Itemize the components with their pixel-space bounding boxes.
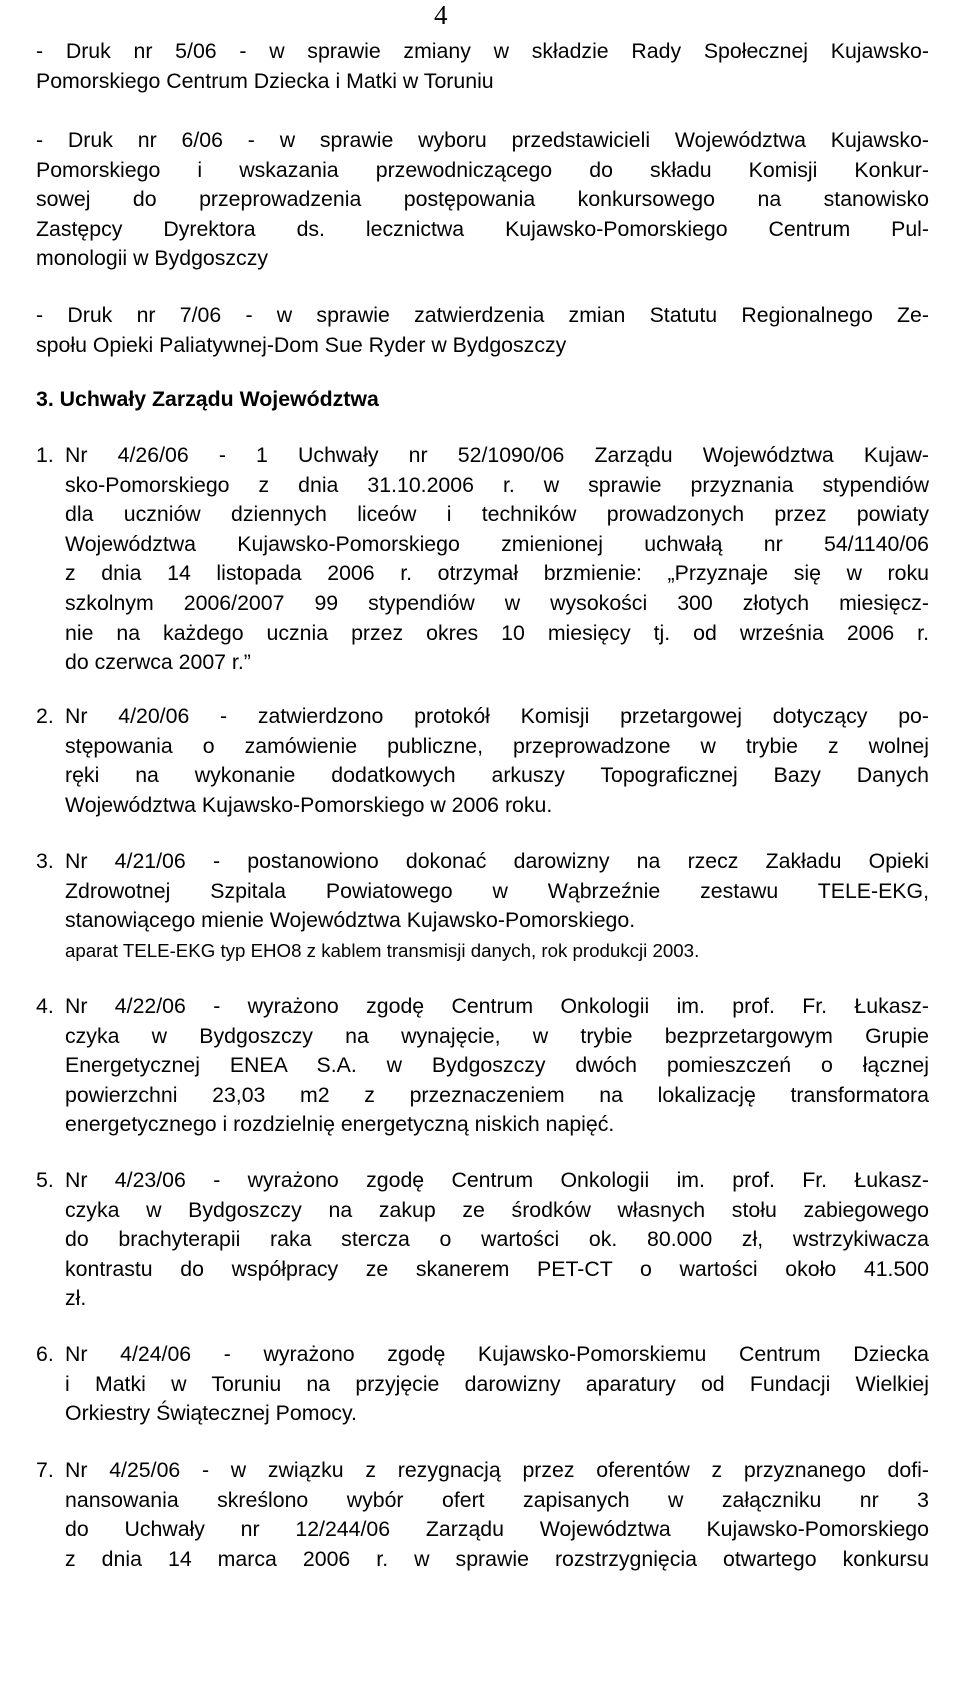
- text-line: - Druk nr 6/06 - w sprawie wyboru przedstawicieli Województwa Kujawsko-: [36, 128, 929, 152]
- text-line: monologii w Bydgoszczy: [36, 246, 268, 271]
- page-number: 4: [434, 0, 448, 30]
- text-line: Nr 4/20/06 - zatwierdzono protokół Komisji przetargowej dotyczący po-: [65, 704, 929, 728]
- text-line: Nr 4/23/06 - wyrażono zgodę Centrum Onkologii im. prof. Fr. Łukasz-: [65, 1168, 929, 1192]
- text-line: czyka w Bydgoszczy na wynajęcie, w trybie bezprzetargowym Grupie: [65, 1023, 929, 1048]
- item-number: 1.: [36, 443, 54, 467]
- item-number: 3.: [36, 849, 54, 873]
- text-line: Energetycznej ENEA S.A. w Bydgoszczy dwóch pomieszczeń o łącznej: [65, 1053, 929, 1078]
- resolution-item-7: [36, 1456, 929, 1574]
- text-line: powierzchni 23,03 m2 z przeznaczeniem na lokalizację transformatora: [65, 1082, 929, 1107]
- text-line: sowej do przeprowadzenia postępowania konkursowego na stanowisko: [36, 187, 929, 212]
- text-line: z dnia 14 marca 2006 r. w sprawie rozstrzygnięcia otwartego konkursu: [65, 1546, 929, 1571]
- druk-item-5: [36, 37, 929, 96]
- text-line: sko-Pomorskiego z dnia 31.10.2006 r. w sprawie przyznania stypendiów: [65, 472, 929, 497]
- item-number: 2.: [36, 704, 54, 728]
- text-line: Nr 4/22/06 - wyrażono zgodę Centrum Onkologii im. prof. Fr. Łukasz-: [65, 994, 929, 1018]
- text-line: Województwa Kujawsko-Pomorskiego zmienionej uchwałą nr 54/1140/06: [65, 531, 929, 556]
- text-line: Nr 4/24/06 - wyrażono zgodę Kujawsko-Pomorskiemu Centrum Dziecka: [65, 1342, 929, 1366]
- text-line: społu Opieki Paliatywnej-Dom Sue Ryder w Bydgoszczy: [36, 332, 567, 357]
- text-line: do czerwca 2007 r.”: [65, 650, 251, 675]
- text-line: Nr 4/25/06 - w związku z rezygnacją przez oferentów z przyznanego dofi-: [65, 1458, 929, 1482]
- text-line: Nr 4/21/06 - postanowiono dokonać darowizny na rzecz Zakładu Opieki: [65, 849, 929, 873]
- item-number: 6.: [36, 1342, 54, 1366]
- resolution-item-6: [36, 1340, 929, 1429]
- equipment-note: aparat TELE-EKG typ EHO8 z kablem transmisji danych, rok produkcji 2003.: [65, 939, 700, 961]
- text-line: nansowania skreślono wybór ofert zapisanych w załączniku nr 3: [65, 1487, 929, 1512]
- resolution-item-1: [36, 441, 929, 678]
- text-line: Zdrowotnej Szpitala Powiatowego w Wąbrzeźnie zestawu TELE-EKG,: [65, 878, 929, 903]
- section-heading: 3. Uchwały Zarządu Województwa: [36, 387, 379, 411]
- text-line: dla uczniów dziennych liceów i techników prowadzonych przez powiaty: [65, 502, 929, 527]
- text-line: nie na każdego ucznia przez okres 10 miesięcy tj. od września 2006 r.: [65, 620, 929, 645]
- text-line: Pomorskiego Centrum Dziecka i Matki w Toruniu: [36, 68, 494, 93]
- druk-item-6: [36, 126, 929, 274]
- text-line: Nr 4/26/06 - 1 Uchwały nr 52/1090/06 Zarządu Województwa Kujaw-: [65, 443, 929, 467]
- text-line: energetycznego i rozdzielnię energetyczną niskich napięć.: [65, 1112, 615, 1137]
- text-line: stępowania o zamówienie publiczne, przeprowadzone w trybie z wolnej: [65, 733, 929, 758]
- text-line: Orkiestry Świątecznej Pomocy.: [65, 1401, 357, 1426]
- text-line: zł.: [65, 1286, 87, 1311]
- druk-item-7: [36, 301, 929, 360]
- text-line: z dnia 14 listopada 2006 r. otrzymał brzmienie: „Przyznaje się w roku: [65, 561, 929, 586]
- text-line: do brachyterapii raka stercza o wartości ok. 80.000 zł, wstrzykiwacza: [65, 1227, 929, 1252]
- text-line: kontrastu do współpracy ze skanerem PET-CT o wartości około 41.500: [65, 1256, 929, 1281]
- resolution-item-2: [36, 702, 929, 820]
- text-line: - Druk nr 5/06 - w sprawie zmiany w składzie Rady Społecznej Kujawsko-: [36, 39, 929, 63]
- text-line: ręki na wykonanie dodatkowych arkuszy Topograficznej Bazy Danych: [65, 763, 929, 788]
- text-line: Pomorskiego i wskazania przewodniczącego do składu Komisji Konkur-: [36, 157, 929, 182]
- text-line: - Druk nr 7/06 - w sprawie zatwierdzenia zmian Statutu Regionalnego Ze-: [36, 303, 929, 327]
- text-line: czyka w Bydgoszczy na zakup ze środków własnych stołu zabiegowego: [65, 1197, 929, 1222]
- item-number: 5.: [36, 1168, 54, 1192]
- text-line: do Uchwały nr 12/244/06 Zarządu Województwa Kujawsko-Pomorskiego: [65, 1517, 929, 1542]
- text-line: stanowiącego mienie Województwa Kujawsko-Pomorskiego.: [65, 908, 636, 933]
- resolution-item-5: [36, 1166, 929, 1314]
- text-line: i Matki w Toruniu na przyjęcie darowizny aparatury od Fundacji Wielkiej: [65, 1371, 929, 1396]
- text-line: szkolnym 2006/2007 99 stypendiów w wysokości 300 złotych miesięcz-: [65, 590, 929, 615]
- text-line: Województwa Kujawsko-Pomorskiego w 2006 roku.: [65, 792, 553, 817]
- item-number: 4.: [36, 994, 54, 1018]
- text-line: Zastępcy Dyrektora ds. lecznictwa Kujawsko-Pomorskiego Centrum Pul-: [36, 216, 929, 241]
- resolution-item-4: [36, 992, 929, 1140]
- item-number: 7.: [36, 1458, 54, 1482]
- resolution-item-3: [36, 847, 929, 965]
